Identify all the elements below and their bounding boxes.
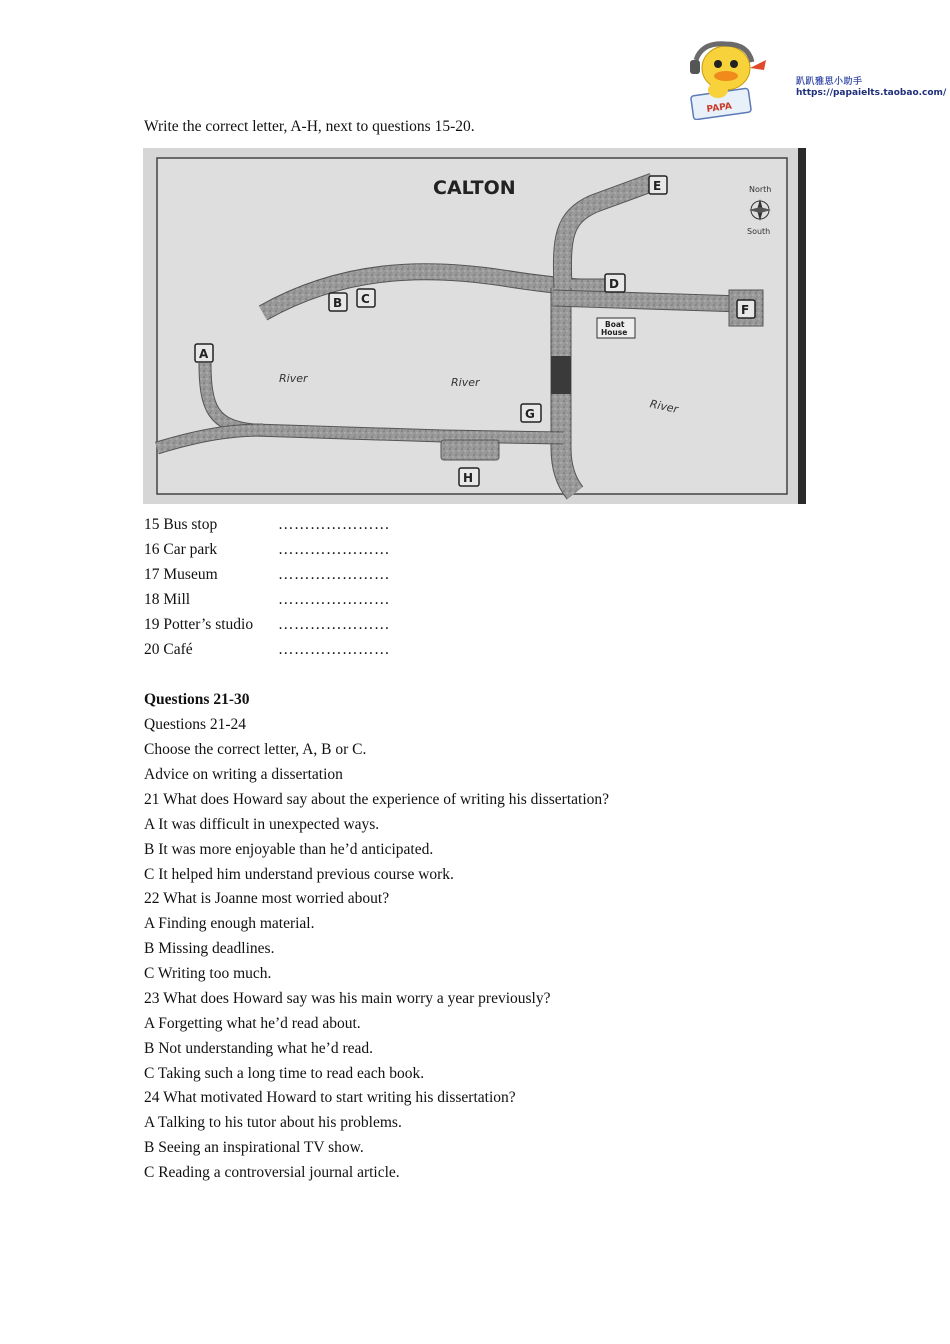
- section-subheading: Questions 21-24: [144, 716, 247, 733]
- option-c[interactable]: C It helped him understand previous course work.: [144, 866, 454, 883]
- svg-text:House: House: [601, 328, 628, 337]
- map-marker-d: [605, 274, 625, 292]
- map-marker-b: [329, 293, 347, 311]
- svg-text:F: F: [741, 303, 750, 317]
- river-label: River: [451, 376, 480, 389]
- section-instruction: Choose the correct letter, A, B or C.: [144, 741, 367, 758]
- question-23: 23 What does Howard say was his main worry a year previously?: [144, 990, 551, 1007]
- logo-brand-text: 趴趴雅思小助手: [796, 77, 863, 87]
- map-marker-e: [649, 176, 667, 194]
- question-label: 15 Bus stop: [144, 516, 218, 533]
- question-label: 18 Mill: [144, 591, 191, 608]
- svg-text:E: E: [653, 179, 662, 193]
- svg-text:H: H: [463, 471, 474, 485]
- calton-map: [143, 148, 806, 504]
- option-a[interactable]: A Forgetting what he’d read about.: [144, 1015, 361, 1032]
- question-24: 24 What motivated Howard to start writing his dissertation?: [144, 1089, 516, 1106]
- answer-blank[interactable]: …………………: [278, 591, 390, 608]
- answer-blank[interactable]: …………………: [278, 566, 390, 583]
- papa-logo: [688, 40, 947, 120]
- river-label: River: [648, 397, 680, 416]
- option-a[interactable]: A It was difficult in unexpected ways.: [144, 816, 380, 833]
- map-instruction: Write the correct letter, A-H, next to questions 15-20.: [144, 118, 475, 135]
- map-marker-a: [195, 344, 213, 362]
- question-label: 16 Car park: [144, 541, 218, 558]
- section-heading: Questions 21-30: [144, 691, 250, 708]
- map-marker-h: [459, 468, 479, 486]
- map-marker-g: [521, 404, 541, 422]
- map-title: CALTON: [433, 177, 516, 199]
- answer-blank[interactable]: …………………: [278, 641, 390, 658]
- answer-blank[interactable]: …………………: [278, 541, 390, 558]
- answer-blank[interactable]: …………………: [278, 516, 390, 533]
- option-a[interactable]: A Talking to his tutor about his problems.: [144, 1114, 402, 1131]
- svg-text:B: B: [333, 296, 343, 310]
- svg-text:Boat: Boat: [605, 320, 625, 329]
- option-c[interactable]: C Reading a controversial journal article.: [144, 1164, 400, 1181]
- section-topic: Advice on writing a dissertation: [144, 766, 343, 783]
- option-b[interactable]: B Missing deadlines.: [144, 940, 275, 957]
- duck-mascot-icon: [688, 40, 788, 120]
- compass-north-label: North: [749, 185, 772, 194]
- question-21: 21 What does Howard say about the experience of writing his dissertation?: [144, 791, 610, 808]
- answer-blank[interactable]: …………………: [278, 616, 390, 633]
- option-a[interactable]: A Finding enough material.: [144, 915, 315, 932]
- question-label: 17 Museum: [144, 566, 218, 583]
- boat-house-label: [597, 318, 635, 338]
- map-marker-f: [737, 300, 755, 318]
- option-b[interactable]: B Seeing an inspirational TV show.: [144, 1139, 364, 1156]
- question-label: 19 Potter’s studio: [144, 616, 254, 633]
- question-label: 20 Café: [144, 641, 193, 658]
- svg-text:D: D: [609, 277, 619, 291]
- option-b[interactable]: B Not understanding what he’d read.: [144, 1040, 373, 1057]
- option-b[interactable]: B It was more enjoyable than he’d anticipated.: [144, 841, 434, 858]
- compass-south-label: South: [747, 227, 771, 236]
- logo-url-text: https://papaielts.taobao.com/: [796, 88, 947, 98]
- compass-icon: [747, 185, 771, 236]
- svg-text:C: C: [361, 292, 370, 306]
- svg-text:G: G: [525, 407, 535, 421]
- option-c[interactable]: C Taking such a long time to read each book.: [144, 1065, 425, 1082]
- svg-text:A: A: [199, 347, 209, 361]
- question-22: 22 What is Joanne most worried about?: [144, 890, 390, 907]
- map-marker-c: [357, 289, 375, 307]
- option-c[interactable]: C Writing too much.: [144, 965, 272, 982]
- river-label: River: [279, 372, 308, 385]
- logo-badge-text: PAPA: [706, 101, 733, 116]
